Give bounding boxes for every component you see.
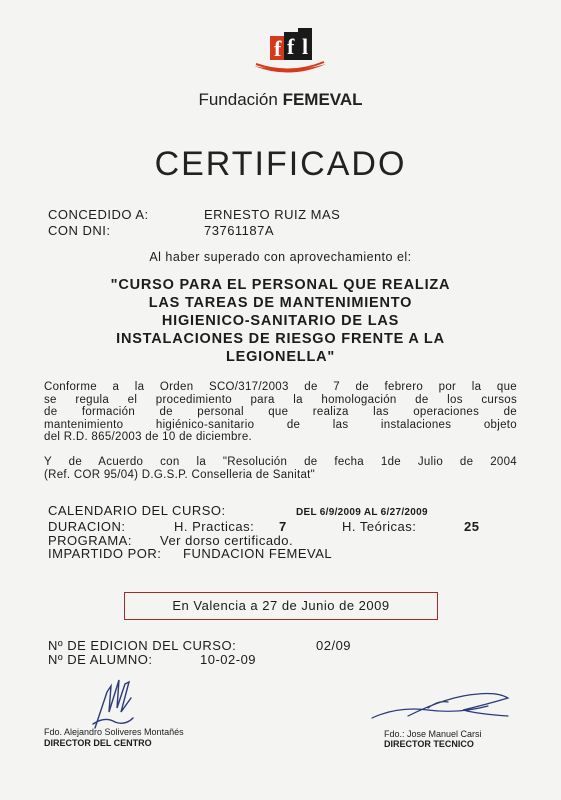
programa-value: Ver dorso certificado. (160, 533, 294, 548)
intro-text: Al haber superado con aprovechamiento el: (149, 250, 412, 264)
paragraph-line: de formación de personal que realiza las operaciones de (44, 406, 517, 418)
director-centro-signature (85, 672, 145, 732)
teoricas-label: H. Teóricas: (342, 519, 417, 534)
impartido-row (48, 546, 332, 561)
svg-text:l: l (302, 34, 309, 59)
right-signatory-name: Fdo.: Jose Manuel Carsi (384, 729, 482, 739)
course-title (40, 276, 521, 366)
dni-label: CON DNI: (48, 223, 111, 238)
alumno-label: Nº DE ALUMNO: (48, 652, 153, 667)
paragraph-line: mantenimiento higiénico-sanitario de las instalaciones objeto (44, 418, 517, 431)
programa-label: PROGRAMA: (48, 533, 132, 548)
calendario-value: DEL 6/9/2009 AL 6/27/2009 (296, 507, 428, 518)
alumno-value: 10-02-09 (200, 652, 257, 667)
impartido-label: IMPARTIDO POR: (48, 546, 162, 561)
paragraph-line: Conforme a la Orden SCO/317/2003 de 7 de febrero por la que (44, 381, 517, 393)
calendario-label: CALENDARIO DEL CURSO: (48, 503, 226, 518)
calendario-row (48, 503, 428, 518)
concedido-value: ERNESTO RUIZ MAS (204, 207, 341, 222)
legal-paragraph-1 (44, 381, 517, 444)
practicas-value: 7 (279, 519, 287, 534)
practicas-label: H. Practicas: (174, 519, 255, 534)
course-title-line: HIGIENICO-SANITARIO DE LAS (161, 313, 400, 329)
dni-value: 73761187A (204, 223, 275, 238)
edicion-label: Nº DE EDICION DEL CURSO: (48, 638, 237, 653)
certificate-title: CERTIFICADO (154, 145, 407, 183)
edicion-value: 02/09 (316, 638, 352, 653)
brand-femeval: FEMEVAL (282, 90, 363, 109)
paragraph-line: del R.D. 865/2003 de 10 de diciembre. (44, 431, 253, 443)
course-title-line: LEGIONELLA" (225, 349, 336, 365)
place-date-box: En Valencia a 27 de Junio de 2009 (124, 592, 438, 620)
brand-name (0, 90, 561, 110)
femeval-logo (250, 22, 330, 82)
svg-text:f: f (274, 36, 282, 61)
paragraph-line: Y de Acuerdo con la "Resolución de fecha 1de Julio de 2004 (44, 456, 517, 468)
concedido-label: CONCEDIDO A: (48, 207, 149, 222)
director-tecnico-signature (368, 686, 518, 726)
left-signatory-role: DIRECTOR DEL CENTRO (44, 738, 152, 748)
duracion-row (48, 519, 479, 534)
alumno-row (48, 652, 256, 667)
course-title-line: LAS TAREAS DE MANTENIMIENTO (148, 295, 413, 311)
left-signatory-name: Fdo. Alejandro Soliveres Montañés (44, 727, 184, 737)
dni-row (48, 223, 274, 238)
course-title-line: INSTALACIONES DE RIESGO FRENTE A LA (116, 331, 445, 347)
teoricas-value: 25 (464, 519, 480, 534)
paragraph-line: (Ref. COR 95/04) D.G.S.P. Conselleria de Sanitat" (44, 468, 316, 481)
paragraph-line: se regula el procedimiento para la homologación de los cursos (44, 393, 517, 406)
legal-paragraph-2 (44, 456, 517, 481)
right-signatory-role: DIRECTOR TECNICO (384, 739, 474, 749)
impartido-value: FUNDACION FEMEVAL (183, 546, 333, 561)
brand-prefix: Fundación (198, 90, 278, 109)
course-title-line: "CURSO PARA EL PERSONAL QUE REALIZA (110, 277, 451, 293)
concedido-row (48, 207, 340, 222)
duracion-label: DURACION: (48, 519, 126, 534)
edicion-row (48, 638, 351, 653)
svg-text:f: f (287, 34, 295, 59)
